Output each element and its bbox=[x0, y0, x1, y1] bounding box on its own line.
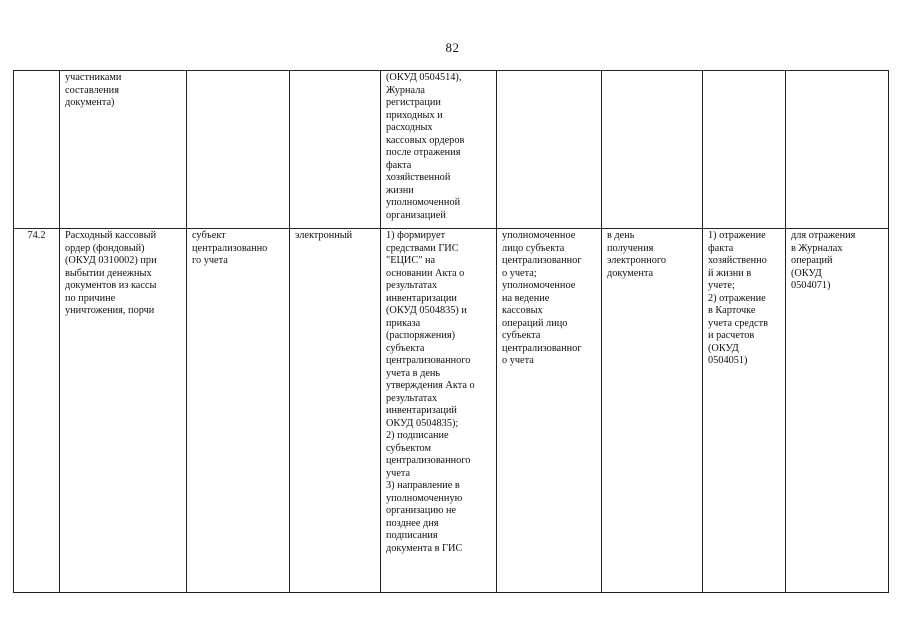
document-name-cell: Расходный кассовый ордер (фондовый) (ОКУД 0310002) при выбытии денежных документов из кассы по причине уничтожения, порчи bbox=[60, 229, 187, 593]
page-number: 82 bbox=[445, 40, 460, 55]
document-format-cell bbox=[290, 71, 381, 229]
responsible-party-cell bbox=[187, 71, 290, 229]
purpose-cell: для отражения в Журналах операций (ОКУД 0504071) bbox=[786, 229, 889, 593]
document-format-cell: электронный bbox=[290, 229, 381, 593]
action-cell: 1) отражение факта хозяйственно й жизни в учете; 2) отражение в Карточке учета средств и расчетов (ОКУД 0504051) bbox=[703, 229, 786, 593]
table-row bbox=[14, 229, 889, 593]
row-number-cell bbox=[14, 71, 60, 229]
document-name-cell: участниками составления документа) bbox=[60, 71, 187, 229]
signatory-cell bbox=[497, 71, 602, 229]
signatory-cell: уполномоченное лицо субъекта централизованног о учета; уполномоченное на ведение кассовых операций лицо субъекта централизованног о учета bbox=[497, 229, 602, 593]
procedure-cell: 1) формирует средствами ГИС "ЕЦИС" на основании Акта о результатах инвентаризации (ОКУД 0504835) и приказа (распоряжения) субъекта централизованного учета в день утверждения Акта о результатах инвентаризаций ОКУД 0504835); 2) подписание субъектом централизованного учета 3) направление в уполномоченную организацию не позднее дня подписания документа в ГИС bbox=[381, 229, 497, 593]
table-row bbox=[14, 71, 889, 229]
procedure-cell: (ОКУД 0504514), Журнала регистрации приходных и расходных кассовых ордеров после отражения факта хозяйственной жизни уполномоченной организацией bbox=[381, 71, 497, 229]
deadline-cell bbox=[602, 71, 703, 229]
deadline-cell: в день получения электронного документа bbox=[602, 229, 703, 593]
responsible-party-cell: субъект централизованно го учета bbox=[187, 229, 290, 593]
document-table bbox=[13, 70, 889, 593]
row-number-cell: 74.2 bbox=[14, 229, 60, 593]
action-cell bbox=[703, 71, 786, 229]
purpose-cell bbox=[786, 71, 889, 229]
